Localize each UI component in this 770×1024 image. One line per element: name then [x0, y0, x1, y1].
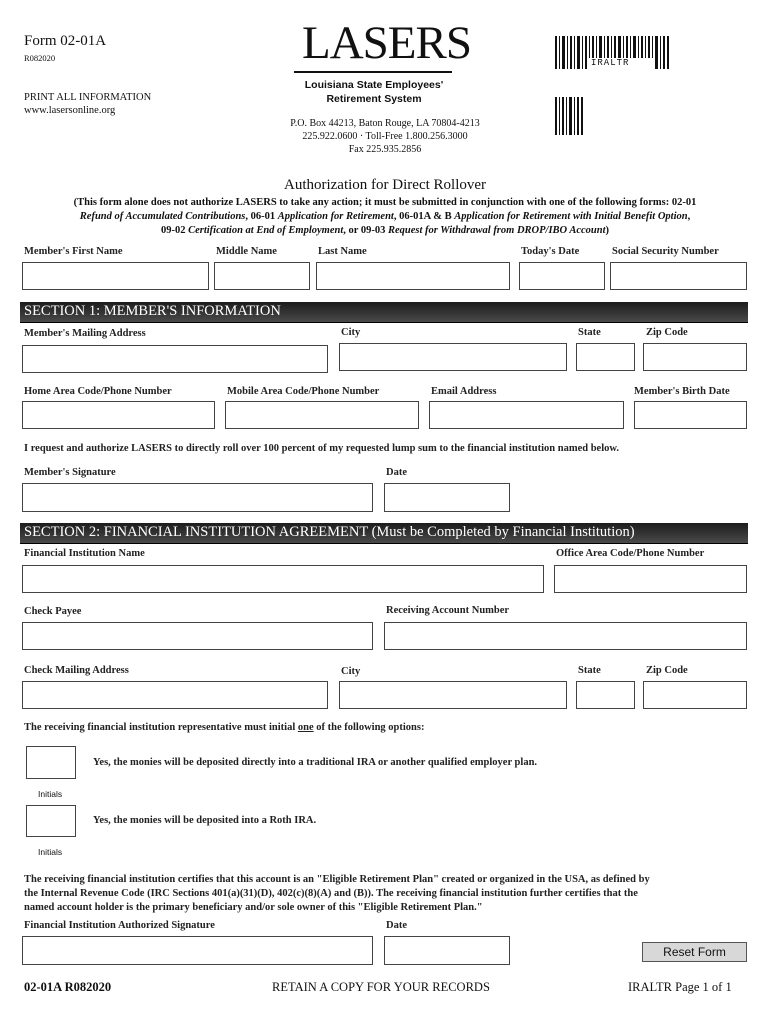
- instructions-line-3: 09-02 Certification at End of Employment, or 09-03 Request for Withdrawal from DROP/IBO Account): [160, 225, 610, 236]
- section-2-header: [20, 523, 748, 544]
- form-number: Form 02-01A: [24, 33, 107, 49]
- first-name-label: Member's First Name: [24, 246, 123, 257]
- form-revision: R082020: [24, 53, 56, 63]
- phone-line: 225.922.0600 · Toll-Free 1.800.256.3000: [302, 131, 468, 142]
- zip-input[interactable]: [643, 343, 747, 371]
- last-name-label: Last Name: [318, 246, 367, 257]
- todays-date-input[interactable]: [519, 262, 605, 290]
- member-signature-label: Member's Signature: [24, 467, 116, 478]
- check-city-label: City: [341, 666, 361, 677]
- initials-label-1: Initials: [38, 789, 63, 799]
- footer-form-id: 02-01A R082020: [24, 980, 112, 994]
- lasers-logo: [290, 17, 471, 108]
- certification-line-2: the Internal Revenue Code (IRC Sections 401(a)(31)(D), 402(c)(8)(A) and (B)). The receiving financial institution further certifies that the: [24, 888, 638, 899]
- email-label: Email Address: [431, 386, 497, 397]
- mailing-address-label: Member's Mailing Address: [24, 328, 146, 339]
- logo-org-line1: Louisiana State Employees': [304, 79, 444, 91]
- institution-name-label: Financial Institution Name: [24, 548, 145, 559]
- section-2-title: SECTION 2: FINANCIAL INSTITUTION AGREEMENT (Must be Completed by Financial Institution): [24, 524, 635, 540]
- address-line: P.O. Box 44213, Baton Rouge, LA 70804-4213: [290, 118, 480, 129]
- state-input[interactable]: [576, 343, 635, 371]
- ssn-label: Social Security Number: [612, 246, 719, 257]
- certification-line-1: The receiving financial institution certifies that this account is an "Eligible Retirement Plan" created or organized in the USA, as defined by: [24, 874, 650, 885]
- mobile-phone-label: Mobile Area Code/Phone Number: [227, 386, 380, 397]
- barcode-bottom: [555, 97, 583, 135]
- barcode-bottom-graphic: [555, 97, 583, 135]
- check-payee-input[interactable]: [22, 622, 373, 650]
- initial-instruction: The receiving financial institution representative must initial one of the following options:: [24, 722, 425, 733]
- mailing-address-input[interactable]: [22, 345, 328, 373]
- fax-line: Fax 225.935.2856: [348, 144, 422, 155]
- instructions-line-2: Refund of Accumulated Contributions, 06-01 Application for Retirement, 06-01A & B Application for Retirement with Initial Benefit Option,: [79, 211, 691, 222]
- check-zip-input[interactable]: [643, 681, 747, 709]
- city-input[interactable]: [339, 343, 567, 371]
- receiving-account-input[interactable]: [384, 622, 747, 650]
- section-1-title: SECTION 1: MEMBER'S INFORMATION: [24, 303, 281, 319]
- city-label: City: [341, 327, 361, 338]
- form-title: Authorization for Direct Rollover: [283, 177, 487, 193]
- authorization-statement: I request and authorize LASERS to directly roll over 100 percent of my requested lump sum to the financial institution named below.: [24, 443, 620, 454]
- last-name-input[interactable]: [316, 262, 510, 290]
- mobile-phone-input[interactable]: [225, 401, 419, 429]
- option-roth-ira: Yes, the monies will be deposited into a Roth IRA.: [93, 815, 317, 826]
- home-phone-input[interactable]: [22, 401, 215, 429]
- institution-signature-input[interactable]: [22, 936, 373, 965]
- middle-name-label: Middle Name: [216, 246, 277, 257]
- receiving-account-label: Receiving Account Number: [386, 605, 510, 616]
- birth-date-label: Member's Birth Date: [634, 386, 730, 397]
- check-zip-label: Zip Code: [646, 665, 688, 676]
- footer-retain-notice: RETAIN A COPY FOR YOUR RECORDS: [272, 980, 490, 994]
- office-phone-label: Office Area Code/Phone Number: [556, 548, 705, 559]
- institution-signature-label: Financial Institution Authorized Signature: [24, 920, 215, 931]
- todays-date-label: Today's Date: [521, 246, 580, 257]
- barcode-label: IRALTR: [591, 58, 630, 68]
- state-label: State: [578, 327, 601, 338]
- logo-wordmark: LASERS: [302, 17, 471, 69]
- institution-date-label: Date: [386, 920, 407, 931]
- office-phone-input[interactable]: [554, 565, 747, 593]
- instructions-line-1: (This form alone does not authorize LASERS to take any action; it must be submitted in conjunction with one of the following forms: 02-01: [73, 197, 697, 208]
- reset-form-button[interactable]: Reset Form: [642, 942, 747, 962]
- form-instructions: [14, 196, 756, 238]
- check-mailing-address-input[interactable]: [22, 681, 328, 709]
- logo-rule: [294, 71, 452, 73]
- certification-text: [24, 873, 754, 915]
- website: www.lasersonline.org: [24, 105, 116, 116]
- institution-name-input[interactable]: [22, 565, 544, 593]
- check-state-label: State: [578, 665, 601, 676]
- check-state-input[interactable]: [576, 681, 635, 709]
- member-date-input[interactable]: [384, 483, 510, 512]
- mailing-info: [250, 117, 520, 156]
- member-signature-input[interactable]: [22, 483, 373, 512]
- initials-label-2: Initials: [38, 847, 63, 857]
- member-date-label: Date: [386, 467, 407, 478]
- institution-date-input[interactable]: [384, 936, 510, 965]
- middle-name-input[interactable]: [214, 262, 310, 290]
- home-phone-label: Home Area Code/Phone Number: [24, 386, 172, 397]
- check-payee-label: Check Payee: [24, 606, 82, 617]
- barcode-top: [555, 36, 670, 69]
- initials-input-traditional-ira[interactable]: [26, 746, 76, 779]
- zip-label: Zip Code: [646, 327, 688, 338]
- logo-org-line2: Retirement System: [326, 93, 422, 105]
- initials-input-roth-ira[interactable]: [26, 805, 76, 837]
- section-1-header: [20, 302, 748, 323]
- first-name-input[interactable]: [22, 262, 209, 290]
- check-mailing-address-label: Check Mailing Address: [24, 665, 129, 676]
- birth-date-input[interactable]: [634, 401, 747, 429]
- check-city-input[interactable]: [339, 681, 567, 709]
- option-traditional-ira: Yes, the monies will be deposited directly into a traditional IRA or another qualified employer plan.: [93, 757, 538, 768]
- certification-line-3: named account holder is the primary beneficiary and/or sole owner of this "Eligible Retirement Plan.": [24, 902, 483, 913]
- footer-page-number: IRALTR Page 1 of 1: [628, 980, 732, 994]
- print-notice: PRINT ALL INFORMATION: [24, 92, 152, 103]
- email-input[interactable]: [429, 401, 624, 429]
- ssn-input[interactable]: [610, 262, 747, 290]
